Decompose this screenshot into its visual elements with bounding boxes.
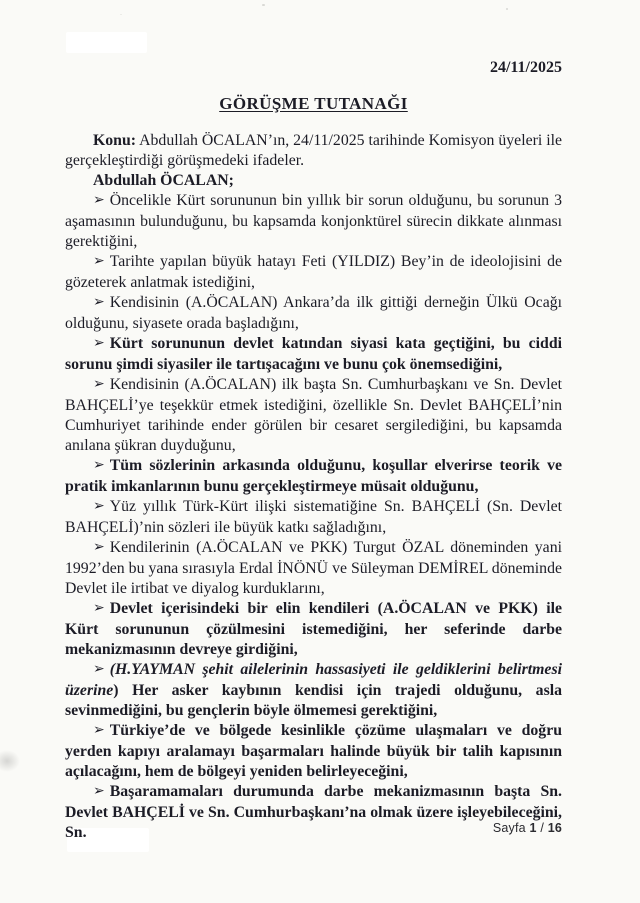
bullet-item bbox=[65, 782, 562, 843]
redaction-box-top bbox=[66, 32, 147, 53]
speaker-heading: Abdullah ÖCALAN; bbox=[93, 172, 234, 189]
footer-page-number: 1 bbox=[529, 821, 537, 835]
bullet-list bbox=[65, 191, 562, 843]
scan-smudge bbox=[0, 750, 20, 772]
bullet-text: ) Her asker kaybının kendisi için trajedi olduğunu, asla sevinmediğini, bu gençlerin böyle ölmemesi gerektiğini, bbox=[65, 682, 562, 719]
scan-speck bbox=[120, 14, 122, 15]
arrow-bullet-icon: ➢ bbox=[93, 295, 105, 310]
arrow-bullet-icon: ➢ bbox=[93, 377, 105, 392]
bullet-item bbox=[65, 456, 562, 497]
bullet-item bbox=[65, 375, 562, 456]
bullet-item bbox=[65, 334, 562, 375]
arrow-bullet-icon: ➢ bbox=[93, 458, 105, 473]
scan-speck bbox=[506, 8, 508, 10]
arrow-bullet-icon: ➢ bbox=[93, 499, 105, 514]
arrow-bullet-icon: ➢ bbox=[93, 254, 105, 269]
bullet-text: Tarihte yapılan büyük hatayı Feti (YILDIZ) Bey’in de ideolojisini de gözeterek anlatmak istediğini, bbox=[65, 253, 562, 291]
bullet-item bbox=[65, 721, 562, 782]
arrow-bullet-icon: ➢ bbox=[93, 784, 105, 799]
arrow-bullet-icon: ➢ bbox=[93, 193, 105, 208]
bullet-item bbox=[65, 538, 562, 599]
bullet-item bbox=[65, 191, 562, 252]
bullet-text: Yüz yıllık Türk-Kürt ilişki sistematiğine Sn. BAHÇELİ (Sn. Devlet BAHÇELİ)’nin sözleri ile büyük katkı sağladığını, bbox=[65, 498, 562, 536]
bullet-text: Kürt sorununun devlet katından siyasi kata geçtiğini, bu ciddi sorunu şimdi siyasiler ile tartışacağını ve bunu çok önemsediğini, bbox=[65, 335, 562, 373]
bullet-text: Kendilerinin (A.ÖCALAN ve PKK) Turgut ÖZAL döneminden yani 1992’den bu yana sırasıyla Erdal İNÖNÜ ve Süleyman DEMİREL döneminde Devlet ile irtibat ve diyalog kurduklarını, bbox=[65, 539, 562, 597]
bullet-text: (H.YAYMAN şehit ailelerinin hassasiyeti ile geldiklerini belirtmesi üzerine bbox=[65, 661, 562, 699]
subject-paragraph bbox=[65, 131, 562, 171]
bullet-item bbox=[65, 497, 562, 538]
bullet-text: Kendisinin (A.ÖCALAN) Ankara’da ilk gittiği derneğin Ülkü Ocağı olduğunu, siyasete orada başladığını, bbox=[65, 294, 562, 332]
footer-page-total: 16 bbox=[547, 821, 562, 835]
subject-text: Abdullah ÖCALAN’ın, 24/11/2025 tarihinde Komisyon üyeleri ile gerçekleştirdiği görüşmedeki ifadeler. bbox=[65, 132, 562, 169]
footer-label: Sayfa bbox=[492, 821, 526, 835]
footer-separator: / bbox=[540, 821, 544, 835]
arrow-bullet-icon: ➢ bbox=[93, 723, 105, 738]
bullet-item bbox=[65, 660, 562, 721]
scan-speck bbox=[262, 4, 265, 6]
document-title-text: GÖRÜŞME TUTANAĞI bbox=[219, 94, 408, 113]
page-footer bbox=[493, 821, 562, 835]
arrow-bullet-icon: ➢ bbox=[93, 336, 105, 351]
bullet-text: Başaramamaları durumunda darbe mekanizmasının başta Sn. Devlet BAHÇELİ ve Sn. Cumhurbaşkanı’na olmak üzere işleyebileceğini, Sn. bbox=[65, 783, 562, 841]
arrow-bullet-icon: ➢ bbox=[93, 601, 105, 616]
document-content bbox=[65, 58, 562, 843]
bullet-item bbox=[65, 293, 562, 334]
bullet-item bbox=[65, 252, 562, 293]
arrow-bullet-icon: ➢ bbox=[93, 662, 105, 677]
arrow-bullet-icon: ➢ bbox=[93, 540, 105, 555]
bullet-text: Tüm sözlerinin arkasında olduğunu, koşullar elverirse teorik ve pratik imkanlarının bunu gerçekleştirmeye müsait olduğunu, bbox=[65, 457, 562, 495]
bullet-text: Türkiye’de ve bölgede kesinlikle çözüme ulaşmaları ve doğru yerden kapıyı aralamayı başarmaları halinde büyük bir talih kapısının açılacağını, hem de bölgeyi yeniden belirleyeceğini, bbox=[65, 722, 562, 780]
subject-label: Konu: bbox=[93, 132, 137, 149]
document-date: 24/11/2025 bbox=[489, 59, 562, 76]
bullet-text: Kendisinin (A.ÖCALAN) ilk başta Sn. Cumhurbaşkanı ve Sn. Devlet BAHÇELİ’ye teşekkür etmek istediğini, özellikle Sn. Devlet BAHÇELİ’nin Cumhuriyet tarihinde ender görülen bir cesaret sergilediğini, bu kapsamda anılana şükran duyduğunu, bbox=[65, 376, 562, 454]
bullet-item bbox=[65, 599, 562, 660]
bullet-text: Öncelikle Kürt sorununun bin yıllık bir sorun olduğunu, bu sorunun 3 aşamasının bulunduğunu, bu kapsamda konjonktürel sürecin dikkate alınması gerektiğini, bbox=[65, 192, 562, 250]
document-title bbox=[65, 93, 562, 114]
bullet-text: Devlet içerisindeki bir elin kendileri (A.ÖCALAN ve PKK) ile Kürt sorununun çözülmesini istemediğini, her seferinde darbe mekanizmasının devreye girdiğini, bbox=[65, 600, 562, 658]
